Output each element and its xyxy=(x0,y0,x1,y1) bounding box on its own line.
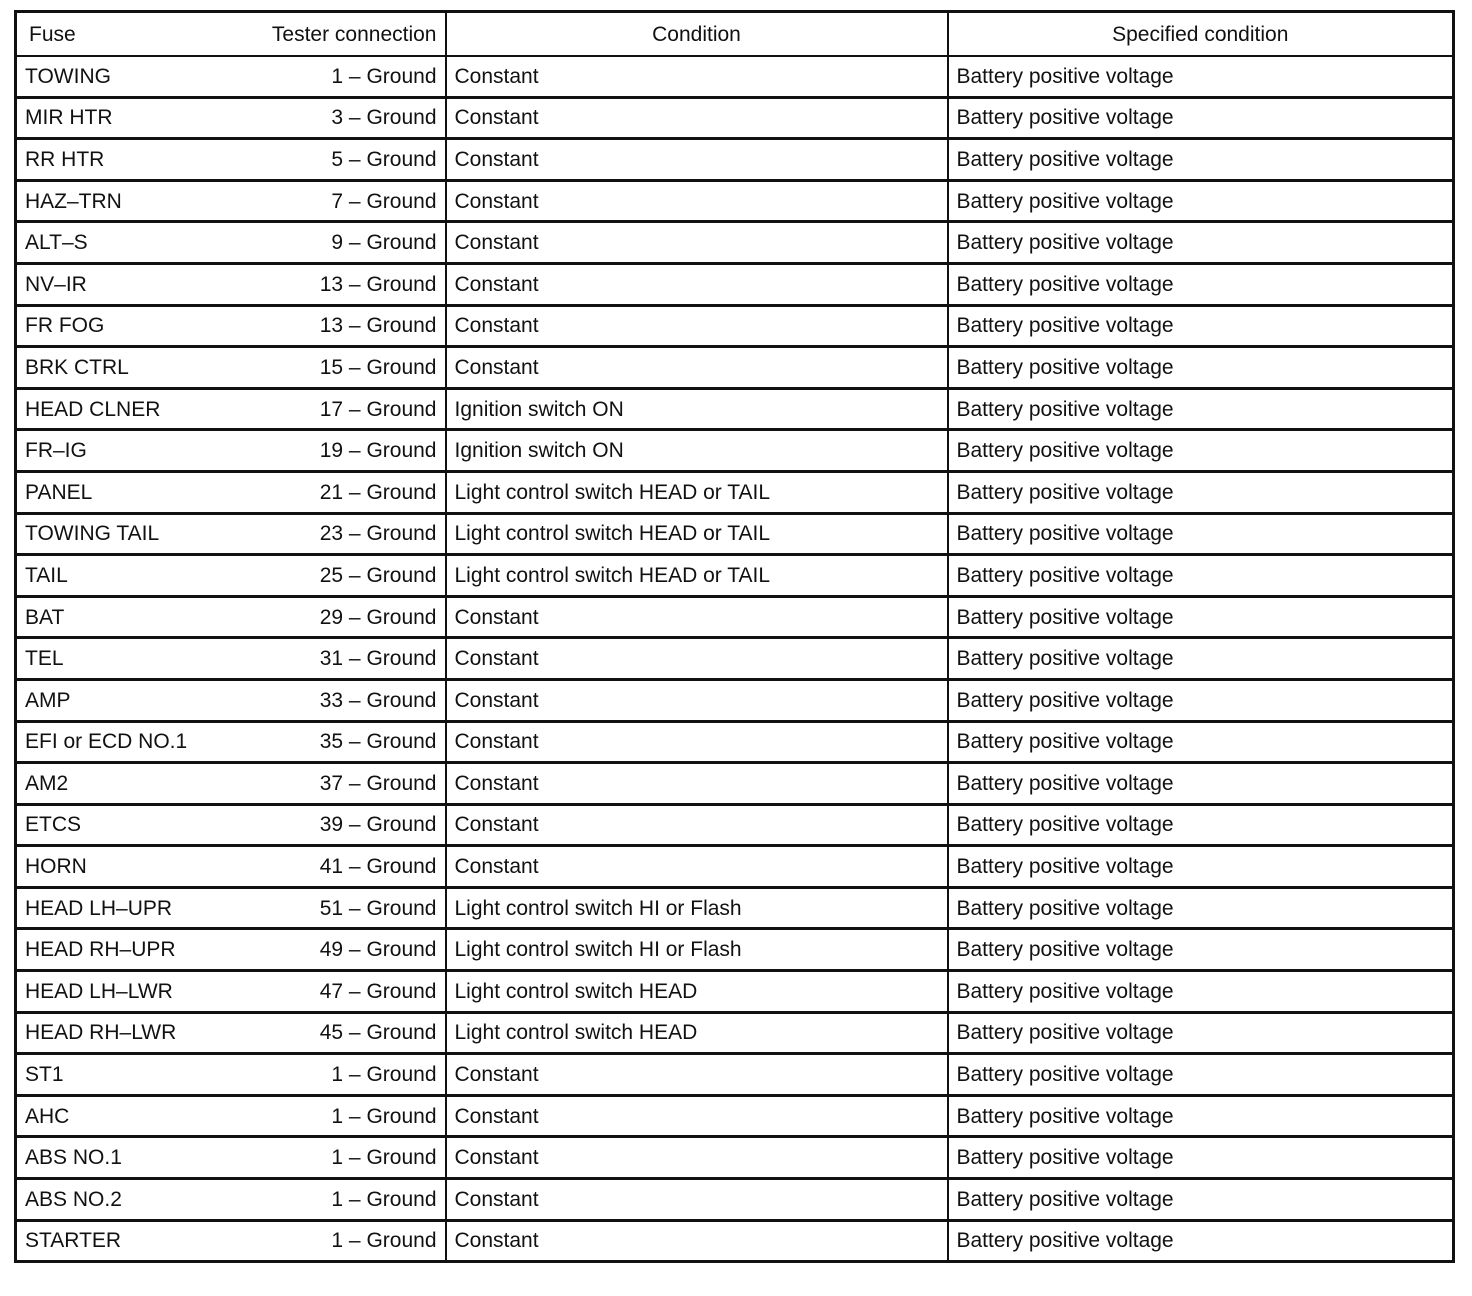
specified-condition-cell: Battery positive voltage xyxy=(948,222,1454,264)
tester-connection: 7 – Ground xyxy=(331,189,437,213)
fuse-name: HEAD RH–UPR xyxy=(25,938,176,962)
fuse-name: BRK CTRL xyxy=(25,355,129,379)
condition-cell: Constant xyxy=(446,638,948,680)
fuse-name: HAZ–TRN xyxy=(25,189,122,213)
tester-connection: 19 – Ground xyxy=(319,439,437,463)
fuse-name: HEAD RH–LWR xyxy=(25,1021,177,1045)
specified-condition-cell: Battery positive voltage xyxy=(948,1012,1454,1054)
specified-condition-cell: Battery positive voltage xyxy=(948,139,1454,181)
fuse-tester-cell xyxy=(16,679,446,721)
fuse-tester-cell xyxy=(16,1137,446,1179)
tester-connection: 31 – Ground xyxy=(319,647,437,671)
specified-condition-cell: Battery positive voltage xyxy=(948,638,1454,680)
condition-cell: Constant xyxy=(446,1054,948,1096)
table-row xyxy=(16,971,1454,1013)
fuse-name: HEAD CLNER xyxy=(25,397,161,421)
fuse-name: AHC xyxy=(25,1104,70,1128)
specified-condition-cell: Battery positive voltage xyxy=(948,305,1454,347)
fuse-name: NV–IR xyxy=(25,272,87,296)
table-row xyxy=(16,1137,1454,1179)
table-header xyxy=(16,12,1454,57)
table-body xyxy=(16,56,1454,1262)
condition-cell: Light control switch HEAD or TAIL xyxy=(446,555,948,597)
specified-condition-cell: Battery positive voltage xyxy=(948,471,1454,513)
fuse-name: TAIL xyxy=(25,563,68,587)
condition-cell: Constant xyxy=(446,763,948,805)
table-row xyxy=(16,430,1454,472)
fuse-tester-cell xyxy=(16,263,446,305)
condition-cell: Light control switch HEAD or TAIL xyxy=(446,513,948,555)
condition-cell: Constant xyxy=(446,222,948,264)
fuse-name: BAT xyxy=(25,605,65,629)
header-row xyxy=(16,12,1454,57)
tester-connection: 21 – Ground xyxy=(319,480,437,504)
table-row xyxy=(16,347,1454,389)
condition-cell: Constant xyxy=(446,139,948,181)
specified-condition-cell: Battery positive voltage xyxy=(948,180,1454,222)
fuse-tester-cell xyxy=(16,139,446,181)
fuse-tester-cell xyxy=(16,388,446,430)
tester-connection: 3 – Ground xyxy=(331,106,437,130)
condition-cell: Constant xyxy=(446,846,948,888)
condition-cell: Constant xyxy=(446,1095,948,1137)
fuse-inspection-sheet xyxy=(14,10,1452,1263)
condition-cell: Constant xyxy=(446,347,948,389)
fuse-name: ST1 xyxy=(25,1063,64,1087)
fuse-tester-cell xyxy=(16,929,446,971)
fuse-tester-cell xyxy=(16,721,446,763)
table-row xyxy=(16,555,1454,597)
table-row xyxy=(16,1095,1454,1137)
fuse-tester-cell xyxy=(16,596,446,638)
tester-connection: 1 – Ground xyxy=(331,64,437,88)
specified-condition-cell: Battery positive voltage xyxy=(948,1220,1454,1262)
fuse-spec-table xyxy=(14,10,1455,1263)
specified-condition-cell: Battery positive voltage xyxy=(948,1179,1454,1221)
header-condition: Condition xyxy=(446,12,948,57)
fuse-tester-cell xyxy=(16,1220,446,1262)
condition-cell: Constant xyxy=(446,263,948,305)
fuse-tester-cell xyxy=(16,804,446,846)
specified-condition-cell: Battery positive voltage xyxy=(948,846,1454,888)
fuse-tester-cell xyxy=(16,887,446,929)
fuse-tester-cell xyxy=(16,1095,446,1137)
condition-cell: Light control switch HEAD or TAIL xyxy=(446,471,948,513)
table-row xyxy=(16,596,1454,638)
fuse-name: ABS NO.2 xyxy=(25,1187,122,1211)
specified-condition-cell: Battery positive voltage xyxy=(948,596,1454,638)
fuse-tester-cell xyxy=(16,846,446,888)
fuse-tester-cell xyxy=(16,971,446,1013)
condition-cell: Constant xyxy=(446,1137,948,1179)
tester-connection: 23 – Ground xyxy=(319,522,437,546)
table-row xyxy=(16,388,1454,430)
fuse-name: ALT–S xyxy=(25,231,88,255)
fuse-tester-cell xyxy=(16,347,446,389)
specified-condition-cell: Battery positive voltage xyxy=(948,555,1454,597)
tester-connection: 37 – Ground xyxy=(319,771,437,795)
specified-condition-cell: Battery positive voltage xyxy=(948,929,1454,971)
fuse-tester-cell xyxy=(16,471,446,513)
header-specified-condition: Specified condition xyxy=(948,12,1454,57)
specified-condition-cell: Battery positive voltage xyxy=(948,679,1454,721)
specified-condition-cell: Battery positive voltage xyxy=(948,56,1454,97)
fuse-tester-cell xyxy=(16,763,446,805)
fuse-name: AMP xyxy=(25,688,71,712)
fuse-tester-cell xyxy=(16,180,446,222)
specified-condition-cell: Battery positive voltage xyxy=(948,263,1454,305)
fuse-tester-cell xyxy=(16,56,446,97)
condition-cell: Light control switch HEAD xyxy=(446,971,948,1013)
fuse-name: ETCS xyxy=(25,813,82,837)
fuse-tester-cell xyxy=(16,97,446,139)
tester-connection: 15 – Ground xyxy=(319,355,437,379)
table-row xyxy=(16,139,1454,181)
condition-cell: Constant xyxy=(446,804,948,846)
fuse-name: AM2 xyxy=(25,771,69,795)
fuse-tester-cell xyxy=(16,1054,446,1096)
condition-cell: Light control switch HEAD xyxy=(446,1012,948,1054)
specified-condition-cell: Battery positive voltage xyxy=(948,971,1454,1013)
specified-condition-cell: Battery positive voltage xyxy=(948,513,1454,555)
fuse-name: TOWING TAIL xyxy=(25,522,160,546)
specified-condition-cell: Battery positive voltage xyxy=(948,763,1454,805)
tester-connection: 13 – Ground xyxy=(319,314,437,338)
tester-connection: 17 – Ground xyxy=(319,397,437,421)
table-row xyxy=(16,1054,1454,1096)
table-row xyxy=(16,763,1454,805)
tester-connection: 47 – Ground xyxy=(319,979,437,1003)
fuse-name: FR–IG xyxy=(25,439,87,463)
fuse-name: HORN xyxy=(25,855,87,879)
fuse-name: TOWING xyxy=(25,64,111,88)
tester-connection: 51 – Ground xyxy=(319,896,437,920)
specified-condition-cell: Battery positive voltage xyxy=(948,887,1454,929)
tester-connection: 35 – Ground xyxy=(319,730,437,754)
specified-condition-cell: Battery positive voltage xyxy=(948,1054,1454,1096)
fuse-name: ABS NO.1 xyxy=(25,1146,122,1170)
table-row xyxy=(16,471,1454,513)
fuse-tester-cell xyxy=(16,513,446,555)
table-row xyxy=(16,721,1454,763)
tester-connection: 49 – Ground xyxy=(319,938,437,962)
header-fuse-tester xyxy=(16,12,446,57)
table-row xyxy=(16,804,1454,846)
fuse-name: FR FOG xyxy=(25,314,105,338)
tester-connection: 25 – Ground xyxy=(319,563,437,587)
fuse-name: HEAD LH–UPR xyxy=(25,896,173,920)
fuse-tester-cell xyxy=(16,555,446,597)
table-row xyxy=(16,305,1454,347)
table-row xyxy=(16,56,1454,97)
condition-cell: Constant xyxy=(446,1220,948,1262)
condition-cell: Ignition switch ON xyxy=(446,430,948,472)
table-row xyxy=(16,1179,1454,1221)
condition-cell: Light control switch HI or Flash xyxy=(446,929,948,971)
specified-condition-cell: Battery positive voltage xyxy=(948,347,1454,389)
table-row xyxy=(16,263,1454,305)
tester-connection: 1 – Ground xyxy=(331,1063,437,1087)
tester-connection: 5 – Ground xyxy=(331,147,437,171)
specified-condition-cell: Battery positive voltage xyxy=(948,97,1454,139)
fuse-tester-cell xyxy=(16,1012,446,1054)
table-row xyxy=(16,638,1454,680)
table-row xyxy=(16,1220,1454,1262)
fuse-tester-cell xyxy=(16,222,446,264)
header-fuse: Fuse xyxy=(29,22,76,46)
tester-connection: 13 – Ground xyxy=(319,272,437,296)
table-row xyxy=(16,846,1454,888)
condition-cell: Ignition switch ON xyxy=(446,388,948,430)
fuse-name: TEL xyxy=(25,647,64,671)
tester-connection: 29 – Ground xyxy=(319,605,437,629)
table-row xyxy=(16,679,1454,721)
fuse-name: HEAD LH–LWR xyxy=(25,979,173,1003)
tester-connection: 45 – Ground xyxy=(319,1021,437,1045)
table-row xyxy=(16,97,1454,139)
table-row xyxy=(16,929,1454,971)
tester-connection: 1 – Ground xyxy=(331,1146,437,1170)
tester-connection: 1 – Ground xyxy=(331,1104,437,1128)
condition-cell: Constant xyxy=(446,180,948,222)
condition-cell: Constant xyxy=(446,305,948,347)
condition-cell: Constant xyxy=(446,721,948,763)
fuse-tester-cell xyxy=(16,638,446,680)
fuse-name: STARTER xyxy=(25,1229,122,1253)
table-row xyxy=(16,180,1454,222)
table-row xyxy=(16,513,1454,555)
specified-condition-cell: Battery positive voltage xyxy=(948,1095,1454,1137)
condition-cell: Light control switch HI or Flash xyxy=(446,887,948,929)
tester-connection: 1 – Ground xyxy=(331,1187,437,1211)
condition-cell: Constant xyxy=(446,679,948,721)
tester-connection: 1 – Ground xyxy=(331,1229,437,1253)
fuse-name: PANEL xyxy=(25,480,93,504)
specified-condition-cell: Battery positive voltage xyxy=(948,804,1454,846)
fuse-name: MIR HTR xyxy=(25,106,113,130)
tester-connection: 39 – Ground xyxy=(319,813,437,837)
tester-connection: 9 – Ground xyxy=(331,231,437,255)
specified-condition-cell: Battery positive voltage xyxy=(948,721,1454,763)
fuse-tester-cell xyxy=(16,430,446,472)
condition-cell: Constant xyxy=(446,56,948,97)
condition-cell: Constant xyxy=(446,97,948,139)
fuse-name: RR HTR xyxy=(25,147,105,171)
condition-cell: Constant xyxy=(446,596,948,638)
condition-cell: Constant xyxy=(446,1179,948,1221)
specified-condition-cell: Battery positive voltage xyxy=(948,388,1454,430)
fuse-tester-cell xyxy=(16,1179,446,1221)
header-tester-connection: Tester connection xyxy=(271,22,437,46)
fuse-name: EFI or ECD NO.1 xyxy=(25,730,188,754)
tester-connection: 41 – Ground xyxy=(319,855,437,879)
table-row xyxy=(16,1012,1454,1054)
specified-condition-cell: Battery positive voltage xyxy=(948,1137,1454,1179)
table-row xyxy=(16,887,1454,929)
specified-condition-cell: Battery positive voltage xyxy=(948,430,1454,472)
table-row xyxy=(16,222,1454,264)
tester-connection: 33 – Ground xyxy=(319,688,437,712)
fuse-tester-cell xyxy=(16,305,446,347)
